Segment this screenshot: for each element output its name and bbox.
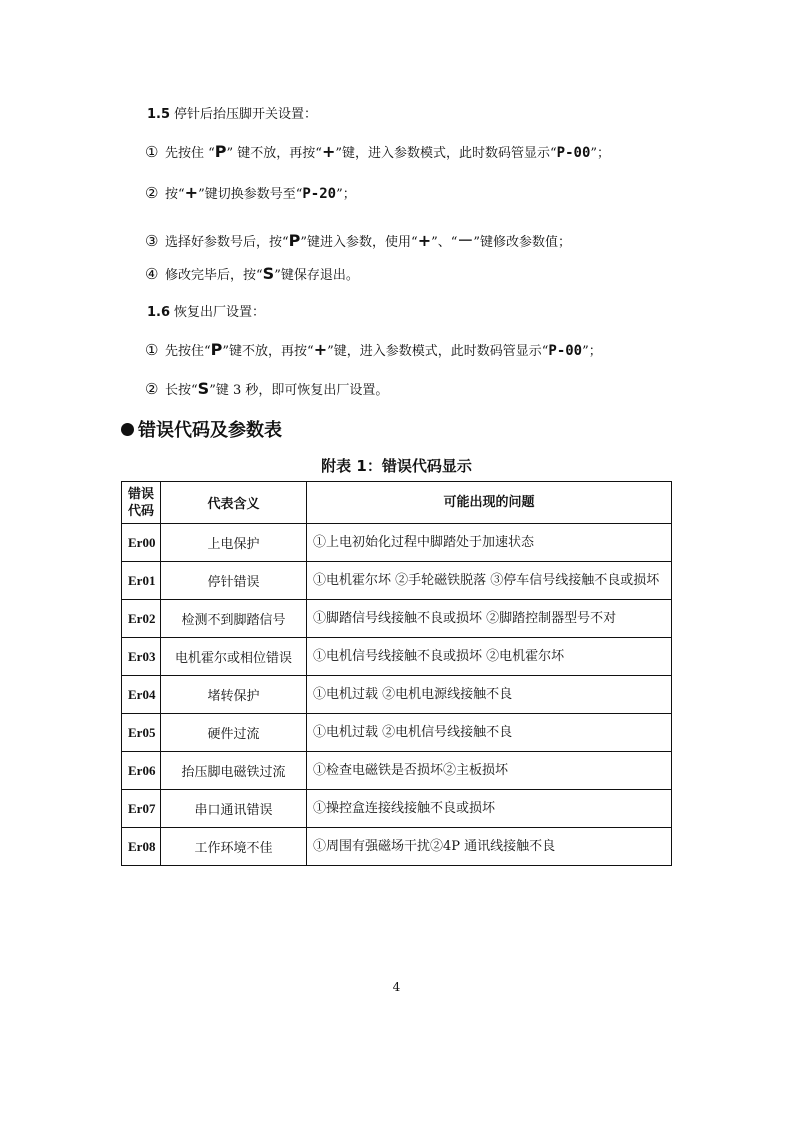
- display-code: P-00: [548, 343, 583, 359]
- step-text: ”键进入参数，使用“: [300, 235, 418, 250]
- table-row: [122, 524, 672, 562]
- section-1-5-title: [147, 103, 317, 122]
- step-text: 修改完毕后，按“: [165, 268, 263, 283]
- step-text: ”；: [582, 344, 602, 359]
- page-number: 4: [392, 980, 401, 994]
- table-row: [122, 638, 672, 676]
- meaning-cell: 上电保护: [161, 524, 307, 562]
- step-text: 选择好参数号后，按“: [165, 235, 289, 250]
- step-line: [145, 340, 602, 359]
- step-text: 先按住 “: [165, 146, 215, 161]
- table-row: [122, 600, 672, 638]
- bullet-icon: [121, 423, 134, 436]
- display-code: P-00: [556, 145, 591, 161]
- table-body: [122, 524, 672, 866]
- section-number: 1.6: [147, 305, 171, 320]
- error-code-cell: Er07: [122, 790, 161, 828]
- table-row: [122, 562, 672, 600]
- step-marker: ①: [145, 341, 159, 359]
- step-line: [145, 228, 571, 251]
- step-text: ”键切换参数号至“: [198, 187, 303, 202]
- table-row: [122, 714, 672, 752]
- meaning-cell: 停针错误: [161, 562, 307, 600]
- step-text: ” 键不放，再按“: [226, 146, 322, 161]
- key-label: P: [288, 231, 301, 250]
- key-label: P: [214, 142, 227, 161]
- key-label: +: [321, 142, 336, 161]
- meaning-cell: 抬压脚电磁铁过流: [161, 752, 307, 790]
- step-line: [145, 264, 359, 283]
- display-code: P-20: [302, 186, 337, 202]
- key-label: S: [262, 264, 275, 283]
- table-caption: 附表 1：错误代码显示: [321, 457, 472, 475]
- table-header-row: [122, 482, 672, 524]
- error-code-cell: Er06: [122, 752, 161, 790]
- section-1-6-title: [147, 301, 265, 320]
- step-text: ”键 3 秒，即可恢复出厂设置。: [209, 383, 389, 398]
- step-marker: ①: [145, 143, 159, 161]
- step-marker: ②: [145, 380, 159, 398]
- header-problems: 可能出现的问题: [307, 482, 672, 524]
- step-text: ”键修改参数值；: [473, 235, 572, 250]
- meaning-cell: 串口通讯错误: [161, 790, 307, 828]
- section-title: 恢复出厂设置：: [174, 305, 266, 320]
- error-code-cell: Er03: [122, 638, 161, 676]
- section-number: 1.5: [147, 107, 171, 122]
- problems-cell: ①检查电磁铁是否损坏②主板损坏: [307, 752, 672, 790]
- step-marker: ③: [145, 232, 159, 250]
- header-code-line1: 错误: [127, 486, 154, 502]
- error-code-cell: Er00: [122, 524, 161, 562]
- key-label: +: [184, 183, 199, 202]
- step-line: [145, 379, 388, 398]
- step-text: 先按住“: [165, 344, 211, 359]
- meaning-cell: 堵转保护: [161, 676, 307, 714]
- meaning-cell: 工作环境不佳: [161, 828, 307, 866]
- meaning-cell: 硬件过流: [161, 714, 307, 752]
- error-code-cell: Er08: [122, 828, 161, 866]
- step-text: ”键，进入参数模式，此时数码管显示“: [327, 344, 549, 359]
- table-row: [122, 752, 672, 790]
- table-row: [122, 828, 672, 866]
- problems-cell: ①电机信号线接触不良或损坏 ②电机霍尔坏: [307, 638, 672, 676]
- key-label: －: [457, 231, 474, 250]
- meaning-cell: 检测不到脚踏信号: [161, 600, 307, 638]
- step-text: 按“: [165, 187, 185, 202]
- step-marker: ④: [145, 265, 159, 283]
- key-label: +: [417, 231, 432, 250]
- heading-text: 错误代码及参数表: [138, 420, 282, 441]
- error-code-cell: Er05: [122, 714, 161, 752]
- step-text: ”、“: [431, 235, 458, 250]
- problems-cell: ①上电初始化过程中脚踏处于加速状态: [307, 524, 672, 562]
- problems-cell: ①周围有强磁场干扰②4P 通讯线接触不良: [307, 828, 672, 866]
- section-title: 停针后抬压脚开关设置：: [174, 107, 318, 122]
- key-label: S: [197, 379, 210, 398]
- error-code-cell: Er02: [122, 600, 161, 638]
- problems-cell: ①电机霍尔坏 ②手轮磁铁脱落 ③停车信号线接触不良或损坏: [307, 562, 672, 600]
- step-text: ”；: [590, 146, 611, 161]
- step-text: 长按“: [165, 383, 198, 398]
- error-code-cell: Er04: [122, 676, 161, 714]
- step-text: ”键不放，再按“: [222, 344, 314, 359]
- step-text: ”键保存退出。: [274, 268, 359, 283]
- error-code-heading: [121, 416, 282, 442]
- step-line: [145, 142, 610, 161]
- key-label: P: [210, 340, 223, 359]
- problems-cell: ①电机过载 ②电机信号线接触不良: [307, 714, 672, 752]
- step-text: ”；: [336, 187, 356, 202]
- table-row: [122, 790, 672, 828]
- problems-cell: ①脚踏信号线接触不良或损坏 ②脚踏控制器型号不对: [307, 600, 672, 638]
- meaning-cell: 电机霍尔或相位错误: [161, 638, 307, 676]
- error-code-cell: Er01: [122, 562, 161, 600]
- problems-cell: ①操控盒连接线接触不良或损坏: [307, 790, 672, 828]
- header-code: [122, 482, 161, 524]
- table-row: [122, 676, 672, 714]
- header-meaning: 代表含义: [161, 482, 307, 524]
- problems-cell: ①电机过载 ②电机电源线接触不良: [307, 676, 672, 714]
- step-marker: ②: [145, 184, 159, 202]
- header-code-line2: 代码: [127, 503, 154, 519]
- error-code-table: [121, 481, 672, 866]
- key-label: +: [313, 340, 328, 359]
- step-line: [145, 183, 356, 202]
- step-text: ”键，进入参数模式，此时数码管显示“: [335, 146, 557, 161]
